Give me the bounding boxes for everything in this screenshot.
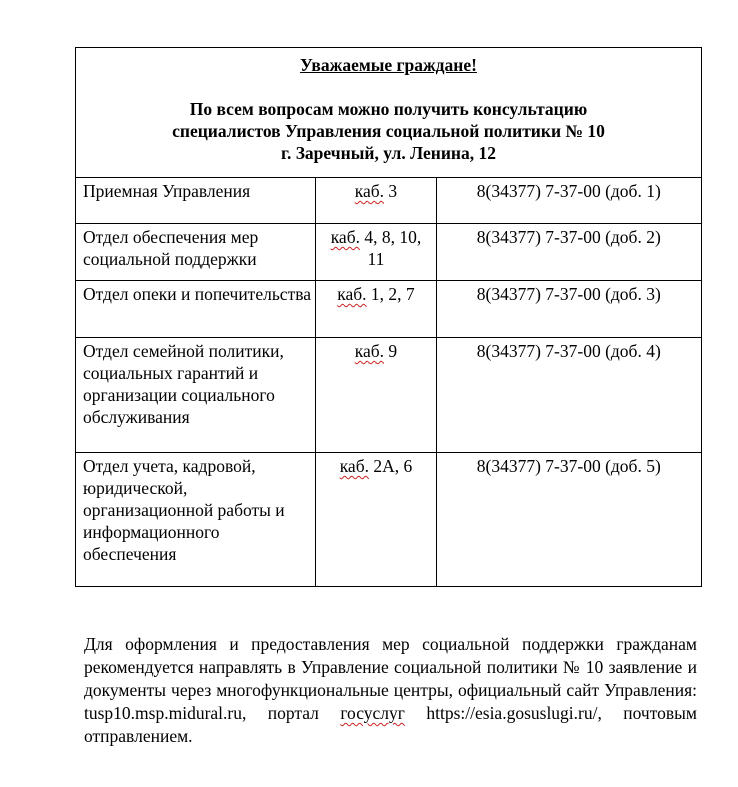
room-cell [316,224,436,281]
footer-note-text: Для оформления и предоставления мер социальной поддержки гражданам рекомендуется направлять в Управление социальной политики № 10 заявление и документы через многофункциональные центры, официальный сайт Управления: tusp10.msp.midural.ru, портал [84,634,697,723]
notice-header-row [76,48,702,178]
department-cell: Отдел обеспечения мер социальной поддержки [76,224,316,281]
table-row [76,338,702,453]
room-numbers: 2А, 6 [373,456,413,476]
notice-line: специалистов Управления социальной политики № 10 [172,121,605,141]
contacts-table [75,47,702,587]
room-cell [316,178,436,224]
room-prefix: каб. [354,341,385,361]
room-numbers: 4, 8, 10, 11 [364,227,422,269]
department-cell: Отдел учета, кадровой, юридической, организационной работы и информационного обеспечения [76,453,316,587]
room-cell [316,453,436,587]
table-row [76,281,702,338]
room-numbers: 1, 2, 7 [370,284,415,304]
phone-cell: 8(34377) 7-37-00 (доб. 3) [436,281,701,338]
phone-cell: 8(34377) 7-37-00 (доб. 4) [436,338,701,453]
table-row [76,178,702,224]
footer-note-tail: https://esia.gosuslugi.ru/, почтовым отправлением. [84,703,697,746]
table-row [76,453,702,587]
room-prefix: каб. [339,456,369,476]
department-cell: Отдел опеки и попечительства [76,281,316,338]
room-prefix: каб. [337,284,367,304]
room-cell [316,281,436,338]
table-row [76,224,702,281]
room-numbers: 3 [388,181,398,201]
department-cell: Отдел семейной политики, социальных гарантий и организации социального обслуживания [76,338,316,453]
room-prefix: каб. [330,227,360,247]
room-numbers: 9 [388,341,398,361]
phone-cell: 8(34377) 7-37-00 (доб. 1) [436,178,701,224]
notice-line: По всем вопросам можно получить консультацию [189,99,588,119]
notice-greeting: Уважаемые граждане! [300,55,477,75]
notice-address: г. Заречный, ул. Ленина, 12 [280,143,497,163]
footer-note [84,633,697,748]
phone-cell: 8(34377) 7-37-00 (доб. 5) [436,453,701,587]
phone-cell: 8(34377) 7-37-00 (доб. 2) [436,224,701,281]
room-cell [316,338,436,453]
department-cell: Приемная Управления [76,178,316,224]
room-prefix: каб. [354,181,385,201]
notice-header [76,48,702,178]
footer-note-gosuslug: госуслуг [340,703,405,723]
